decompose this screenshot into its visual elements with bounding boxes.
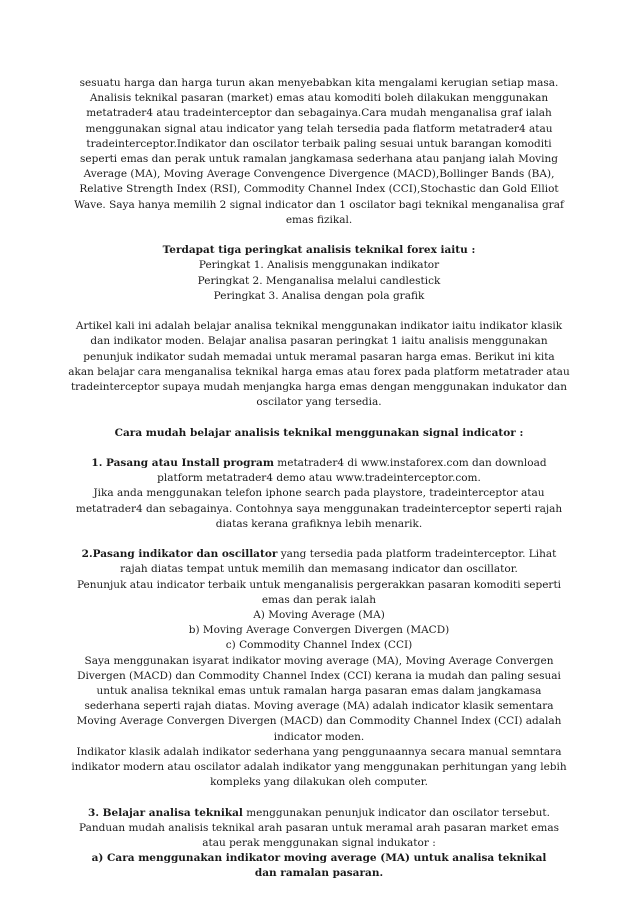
text-line: Indikator klasik adalah indikator sederhana yang penggunaannya secara manual semntara [76, 745, 562, 758]
step-2-title: 2.Pasang indikator dan oscillator [81, 548, 278, 561]
text-line: metatrader4 atau tradeinterceptor dan sebagainya.Cara mudah menganalisa graf ialah [86, 107, 552, 120]
text-line: emas fizikal. [285, 213, 353, 226]
step-3-title: 3. Belajar analisa teknikal [88, 806, 243, 819]
text-line: metatrader4 dan sebagainya. Contohnya saya menggunakan tradeinterceptor seperti rajah [75, 502, 563, 515]
text-line: Artikel kali ini adalah belajar analisa teknikal menggunakan indikator iaitu indikator klasik [75, 320, 563, 333]
text-line: tradeinterceptor supaya mudah menjangka harga emas dengan menggunakan indukator dan [70, 381, 568, 394]
text-line: Moving Average Convergen Divergen (MACD) dan Commodity Channel Index (CCI) adalah [76, 715, 562, 728]
indicator-list-item: b) Moving Average Convergen Divergen (MACD) [188, 624, 450, 637]
text-line: Penunjuk atau indicator terbaik untuk menganalisis pergerakkan pasaran komoditi seperti [76, 578, 562, 591]
step-1-title: 1. Pasang atau Install program [91, 457, 274, 470]
step-3 [60, 806, 578, 882]
intro-paragraph [60, 76, 578, 228]
step-1-title-rest: metatrader4 di www.instaforex.com dan download [273, 457, 547, 470]
text-line: Jika anda menggunakan telefon iphone search pada playstore, tradeinterceptor atau [93, 487, 545, 500]
ranking-item: Peringkat 2. Menganalisa melalui candlestick [197, 274, 441, 287]
text-line: platform metatrader4 demo atau www.tradeinterceptor.com. [157, 472, 481, 485]
text-line: Panduan mudah analisis teknikal arah pasaran untuk meramal arah pasaran market emas [78, 821, 560, 834]
text-line: oscilator yang tersedia. [256, 396, 382, 409]
text-line: Analisis teknikal pasaran (market) emas atau komoditi boleh dilakukan menggunakan [89, 92, 549, 105]
sub-heading: dan ramalan pasaran. [254, 867, 384, 880]
ranking-section [60, 243, 578, 304]
article-body [60, 76, 578, 882]
text-line: menggunakan signal atau indicator yang telah tersedia pada flatform metatrader4 atau [85, 122, 553, 135]
ranking-heading: Terdapat tiga peringkat analisis teknikal forex iaitu : [162, 244, 476, 257]
step-2 [60, 547, 578, 790]
ranking-item: Peringkat 3. Analisa dengan pola grafik [213, 289, 425, 302]
text-line: Wave. Saya hanya memilih 2 signal indicator dan 1 oscilator bagi teknikal menganalisa graf [74, 198, 564, 211]
text-line: atau perak menggunakan signal indukator : [202, 837, 436, 850]
text-line: diatas kerana grafiknya lebih menarik. [215, 517, 423, 530]
text-line: rajah diatas tempat untuk memilih dan memasang indicator dan oscillator. [120, 563, 518, 576]
text-line: sederhana seperti rajah diatas. Moving average (MA) adalah indicator klasik sementara [84, 700, 554, 713]
text-line: seperti emas dan perak untuk ramalan jangkamasa sederhana atau panjang ialah Moving [80, 153, 558, 166]
indicator-list-item: c) Commodity Channel Index (CCI) [225, 639, 413, 652]
text-line: penunjuk indikator sudah memadai untuk meramal pasaran harga emas. Berikut ini kita [83, 350, 555, 363]
text-line: kompleks yang dilakukan oleh computer. [210, 776, 428, 789]
step-2-title-rest: yang tersedia pada platform tradeinterceptor. Lihat [277, 548, 557, 561]
text-line: Relative Strength Index (RSI), Commodity Channel Index (CCI),Stochastic dan Gold Elliot [79, 183, 559, 196]
text-line: Divergen (MACD) dan Commodity Channel Index (CCI) kerana ia mudah dan paling sesuai [77, 669, 561, 682]
text-line: emas dan perak ialah [261, 593, 377, 606]
ranking-item: Peringkat 1. Analisis menggunakan indikator [198, 259, 440, 272]
text-line: untuk analisa teknikal emas untuk ramalan harga pasaran emas dalam jangkamasa [96, 685, 542, 698]
text-line: dan indikator moden. Belajar analisa pasaran peringkat 1 iaitu analisis menggunakan [90, 335, 548, 348]
step-3-title-rest: menggunakan penunjuk indicator dan oscilator tersebut. [242, 806, 550, 819]
sub-heading: a) Cara menggunakan indikator moving average (MA) untuk analisa teknikal [91, 852, 547, 865]
text-line: sesuatu harga dan harga turun akan menyebabkan kita mengalami kerugian setiap masa. [79, 77, 559, 89]
article-paragraph [60, 319, 578, 410]
text-line: Saya menggunakan isyarat indikator moving average (MA), Moving Average Convergen [84, 654, 554, 667]
section-heading: Cara mudah belajar analisis teknikal menggunakan signal indicator : [114, 426, 524, 439]
indicator-list-item: A) Moving Average (MA) [253, 609, 385, 622]
step-1 [60, 456, 578, 532]
text-line: indikator modern atau oscilator adalah indikator yang menggunakan perhitungan yang lebih [71, 761, 567, 774]
text-line: Average (MA), Moving Average Convengence Divergence (MACD),Bollinger Bands (BA), [83, 168, 555, 181]
text-line: tradeinterceptor.Indikator dan oscilator terbaik paling sesuai untuk barangan komoditi [86, 137, 552, 150]
text-line: akan belajar cara menganalisa teknikal harga emas atau forex pada platform metatrader atau [68, 365, 570, 378]
text-line: indicator moden. [273, 730, 365, 743]
